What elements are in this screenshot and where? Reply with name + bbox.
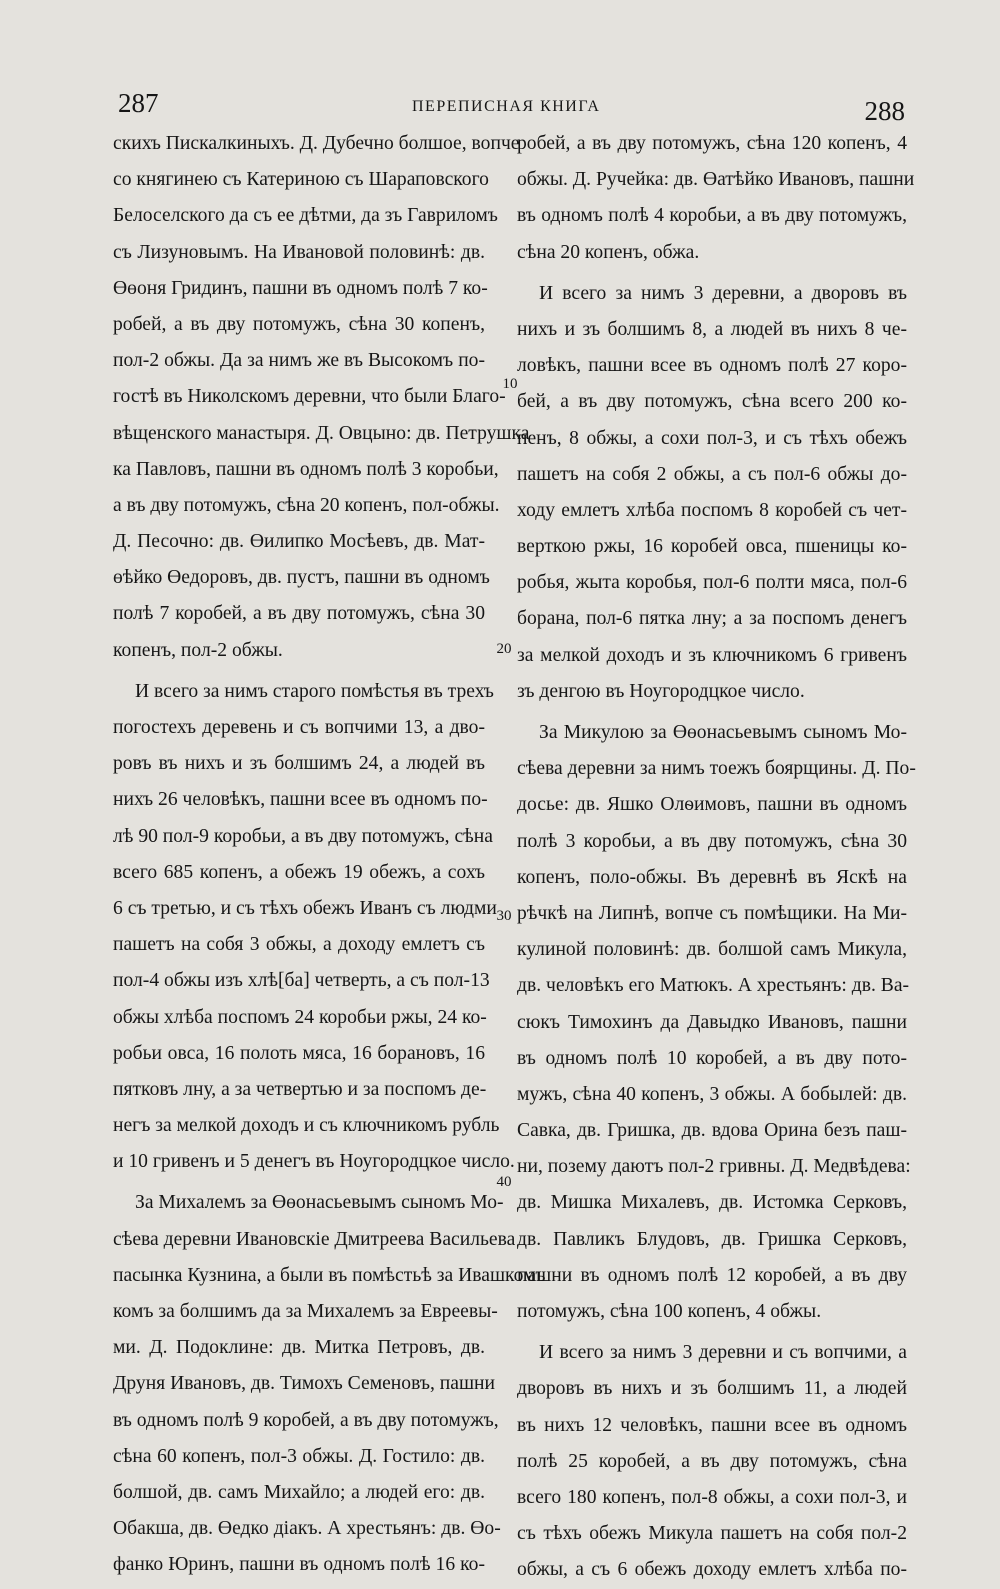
text-line: робьи овса, 16 полоть мяса, 16 борановъ, 16 — [113, 1042, 485, 1064]
text-line: сѣна 60 копенъ, пол-3 обжы. Д. Гостило: дв. — [113, 1445, 485, 1467]
text-line: ни, позему даютъ пол-2 гривны. Д. Медвѣдева: — [517, 1156, 911, 1178]
text-line: пасынка Кузнина, а были въ помѣстьѣ за Ивашкомъ — [113, 1264, 546, 1286]
text-line: обжы, а съ 6 обежъ доходу емлетъ хлѣба по- — [517, 1559, 907, 1581]
text-line: погостехъ деревень и съ вопчими 13, а дво- — [113, 717, 485, 738]
text-line: ровъ въ нихъ и зъ болшимъ 24, а людей въ — [113, 753, 485, 775]
text-line: дворовъ въ нихъ и зъ болшимъ 11, а людей — [517, 1378, 907, 1400]
text-line: въ одномъ полѣ 9 коробей, а въ дву потомужъ, — [113, 1409, 499, 1431]
line-number-40: 40 — [496, 1174, 512, 1190]
text-line: дв. Мишка Михалевъ, дв. Истомка Серковъ, — [517, 1192, 907, 1214]
text-line: комъ за болшимъ да за Михалемъ за Евреевы- — [113, 1301, 498, 1322]
text-line: сѣна 20 копенъ, обжа. — [517, 241, 700, 263]
text-line: обжы. Д. Ручейка: дв. Өатѣйко Ивановъ, пашни — [517, 169, 915, 191]
text-line: Өөоня Гридинъ, пашни въ одномъ полѣ 7 ко- — [113, 277, 488, 299]
text-line: въ нихъ 12 человѣкъ, пашни всее въ одномъ — [517, 1414, 907, 1436]
text-line: фанко Юринъ, пашни въ одномъ полѣ 16 ко- — [113, 1554, 485, 1576]
running-title: ПЕРЕПИСНАЯ КНИГА — [412, 98, 601, 115]
text-line: верткою ржы, 16 коробей овса, пшеницы ко- — [517, 536, 907, 558]
left-page-number: 287 — [118, 88, 159, 118]
text-line: Д. Песочно: дв. Өилипко Мосѣевъ, дв. Мат- — [113, 531, 485, 553]
text-line: съ Лизуновымъ. На Ивановой половинѣ: дв. — [113, 241, 485, 263]
text-line: өѣйко Өедоровъ, дв. пустъ, пашни въ одномъ — [113, 567, 490, 589]
text-line: досье: дв. Яшко Олѳимовъ, пашни въ одномъ — [517, 794, 907, 816]
text-line: обжы хлѣба поспомъ 24 коробьи ржы, 24 ко- — [113, 1006, 487, 1028]
text-line: пашни въ одномъ полѣ 12 коробей, а въ дву — [517, 1264, 907, 1286]
text-line: пятковъ лну, а за четвертью и за поспомъ де- — [113, 1078, 487, 1100]
text-line: скихъ Пискалкиныхъ. Д. Дубечно болшое, вопче — [113, 133, 520, 154]
text-line: со княгинею съ Катериною съ Шараповского — [113, 169, 489, 191]
text-line: Белоселского да съ ее дѣтми, да зъ Гавриломъ — [113, 205, 498, 227]
text-line: робей, а въ дву потомужъ, сѣна 30 копенъ, — [113, 313, 485, 335]
text-line: съ тѣхъ обежъ Микула пашетъ на собя пол-2 — [517, 1523, 907, 1545]
text-line: сюкъ Тимохинъ да Давыдко Ивановъ, пашни — [517, 1011, 907, 1033]
text-line: дв. человѣкъ его Матюкъ. А хрестьянъ: дв. Ва- — [517, 975, 910, 997]
text-line: За Микулою за Өөонасьевымъ сыномъ Мо- — [539, 722, 907, 743]
text-line: пашетъ на собя 3 обжы, а доходу емлетъ съ — [113, 934, 485, 956]
text-line: дв. Павликъ Блудовъ, дв. Гришка Серковъ, — [517, 1228, 907, 1250]
text-line: За Михалемъ за Өөонасьевымъ сыномъ Мо- — [135, 1192, 504, 1214]
text-line: копенъ, поло-обжы. Въ деревнѣ въ Яскѣ на — [517, 866, 907, 888]
text-line: всего 180 копенъ, пол-8 обжы, а сохи пол-3, и — [517, 1486, 907, 1508]
text-line: въ одномъ полѣ 10 коробей, а въ дву пото- — [517, 1047, 907, 1069]
text-line: пол-4 обжы изъ хлѣ[ба] четверть, а съ пол-13 — [113, 970, 490, 992]
text-line: И всего за нимъ старого помѣстья въ трехъ — [135, 680, 494, 702]
text-line: робья, жыта коробья, пол-6 полти мяса, пол-6 — [517, 572, 907, 594]
text-line: копенъ, пол-2 обжы. — [113, 639, 283, 661]
text-line: И всего за нимъ 3 деревни и съ вопчими, а — [539, 1342, 907, 1364]
text-line: борана, пол-6 пятка лну; а за поспомъ денегъ — [517, 608, 907, 630]
text-line: Друня Ивановъ, дв. Тимохъ Семеновъ, пашни — [113, 1373, 496, 1395]
text-line: кулиной половинѣ: дв. болшой самъ Микула, — [517, 939, 907, 961]
text-line: а въ дву потомужъ, сѣна 20 копенъ, пол-обжы. — [113, 494, 500, 516]
text-line: бей, а въ дву потомужъ, сѣна всего 200 ко- — [517, 391, 907, 413]
text-line: за мелкой доходъ и зъ ключникомъ 6 гривенъ — [517, 644, 907, 666]
text-line: сѣева деревни Ивановскіе Дмитреева Васильева — [113, 1228, 516, 1250]
text-line: полѣ 3 коробьи, а въ дву потомужъ, сѣна 30 — [517, 830, 907, 852]
text-line: пенъ, 8 обжы, а сохи пол-3, и съ тѣхъ обежъ — [517, 427, 907, 449]
text-line: полѣ 7 коробей, а въ дву потомужъ, сѣна 30 — [113, 603, 485, 625]
text-line: гостѣ въ Николскомъ деревни, что были Благо- — [113, 386, 506, 408]
text-line: нихъ и зъ болшимъ 8, а людей въ нихъ 8 че- — [517, 318, 907, 340]
text-line: И всего за нимъ 3 деревни, а дворовъ въ — [539, 282, 907, 304]
text-line: ми. Д. Подоклине: дв. Митка Петровъ, дв. — [113, 1337, 485, 1359]
text-line: потомужъ, сѣна 100 копенъ, 4 обжы. — [517, 1301, 822, 1322]
text-line: ка Павловъ, пашни въ одномъ полѣ 3 коробьи, — [113, 458, 499, 480]
text-line: 6 съ третью, и съ тѣхъ обежъ Иванъ съ людми — [113, 897, 497, 919]
text-line: всего 685 копенъ, а обежъ 19 обежъ, а сохъ — [113, 861, 485, 883]
text-line: Савка, дв. Гришка, дв. вдова Орина безъ паш- — [517, 1120, 907, 1142]
text-line: зъ денгою въ Ноугородцкое число. — [517, 680, 805, 702]
line-number-30: 30 — [496, 908, 512, 924]
text-line: рѣчкѣ на Липнѣ, вопче съ помѣщики. На Ми- — [517, 902, 907, 924]
right-page-number: 288 — [864, 96, 905, 126]
text-line: негъ за мелкой доходъ и съ ключникомъ рубль — [113, 1115, 500, 1137]
text-line: пашетъ на собя 2 обжы, а съ пол-6 обжы до- — [517, 463, 907, 485]
text-line: въ одномъ полѣ 4 коробьи, а въ дву потомужъ, — [517, 205, 907, 227]
text-line: мужъ, сѣна 40 копенъ, 3 обжы. А бобылей: дв. — [517, 1083, 907, 1105]
line-number-20: 20 — [496, 641, 512, 657]
text-line: лѣ 90 пол-9 коробьи, а въ дву потомужъ, сѣна — [113, 825, 493, 847]
text-line: робей, а въ дву потомужъ, сѣна 120 копенъ, 4 — [517, 133, 907, 154]
line-number-10: 10 — [502, 376, 518, 392]
text-line: полѣ 25 коробей, а въ дву потомужъ, сѣна — [517, 1450, 907, 1472]
right-text-column — [517, 126, 916, 1589]
text-line: ходу емлетъ хлѣба поспомъ 8 коробей съ чет- — [517, 499, 907, 521]
text-line: болшой, дв. самъ Михайло; а людей его: дв. — [113, 1481, 485, 1503]
text-line: вѣщенского манастыря. Д. Овцыно: дв. Петрушка — [113, 422, 530, 444]
text-line: ловѣкъ, пашни всее въ одномъ полѣ 27 коро- — [517, 355, 907, 377]
text-line: и 10 гривенъ и 5 денегъ въ Ноугородцкое число. — [113, 1151, 515, 1173]
text-line: пол-2 обжы. Да за нимъ же въ Высокомъ по- — [113, 350, 485, 372]
text-line: Обакша, дв. Өедко діакъ. А хрестьянъ: дв. Өо- — [113, 1518, 501, 1540]
text-line: сѣева деревни за нимъ тоежъ боярщины. Д. По- — [517, 758, 916, 780]
text-line: нихъ 26 человѣкъ, пашни всее въ одномъ по- — [113, 789, 488, 811]
